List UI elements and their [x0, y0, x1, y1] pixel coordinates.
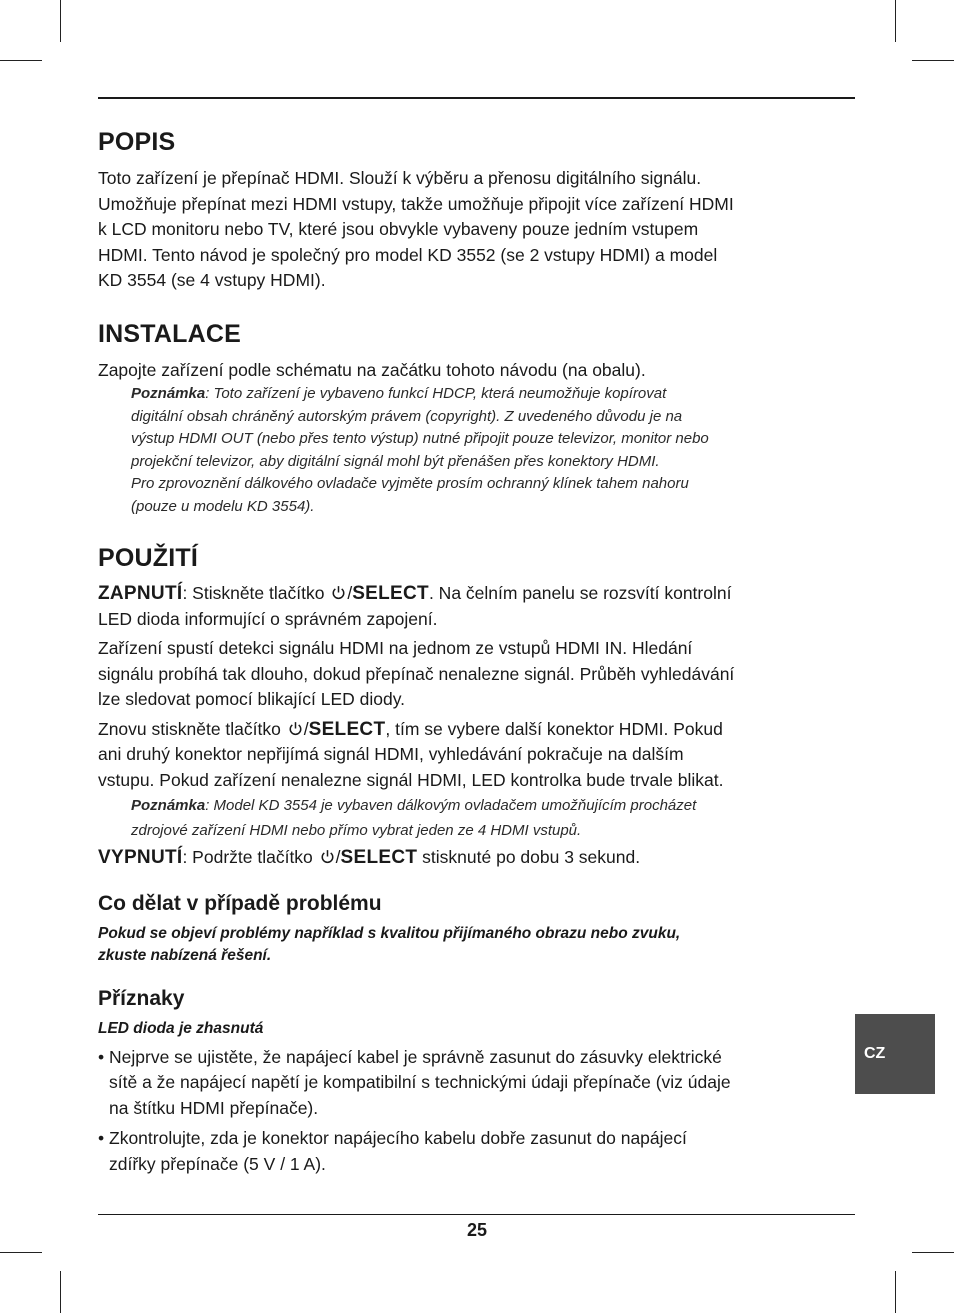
- text-line: signálu probíhá tak dlouho, dokud přepínač nenalezne signál. Průběh vyhledávání: [98, 663, 735, 684]
- popis-paragraph: [98, 166, 823, 294]
- vypnuti-label: VYPNUTÍ: [98, 847, 183, 868]
- crop-mark: [0, 60, 42, 61]
- section-heading-popis: POPIS: [98, 128, 176, 156]
- language-tab: CZ: [855, 1014, 935, 1094]
- select-label: SELECT: [340, 847, 418, 868]
- again-paragraph: [98, 717, 823, 794]
- crop-mark: [895, 1271, 896, 1313]
- crop-mark: [60, 0, 61, 42]
- pouziti-note: [131, 793, 823, 843]
- page-number: 25: [466, 1220, 488, 1240]
- text-line: Zařízení spustí detekci signálu HDMI na jednom ze vstupů HDMI IN. Hledání: [98, 638, 693, 658]
- list-item: [98, 1126, 823, 1177]
- text-line: vstupu. Pokud zařízení nenalezne signál HDMI, LED kontrolka bude trvale blikat.: [98, 769, 724, 790]
- crop-mark: [912, 60, 954, 61]
- section-heading-pouziti: POUŽITÍ: [98, 544, 199, 572]
- list-item: [98, 1045, 823, 1122]
- note-line: digitální obsah chráněný autorským právem (copyright). Z uvedeného důvodu je na: [131, 407, 683, 425]
- instalace-note: [131, 383, 823, 518]
- problemy-intro: [98, 923, 823, 967]
- note-line: projekční televizor, aby digitální signál mohl být přenášen přes konektory HDMI.: [131, 452, 660, 470]
- note-line: Poznámka: Model KD 3554 je vybaven dálkovým ovladačem umožňujícím procházet: [131, 797, 697, 814]
- top-rule: [98, 97, 855, 99]
- note-label: Poznámka: [131, 797, 206, 814]
- text-line: Umožňuje přepínat mezi HDMI vstupy, takže umožňuje připojit více zařízení HDMI: [98, 193, 734, 214]
- zapnuti-paragraph: [98, 581, 823, 632]
- text-line: Znovu stiskněte tlačítko /SELECT, tím se vybere další konektor HDMI. Pokud: [98, 718, 723, 740]
- crop-mark: [895, 0, 896, 42]
- text-line: zdířky přepínače (5 V / 1 A).: [109, 1153, 326, 1174]
- text-line: LED dioda informující o správném zapojení.: [98, 608, 438, 629]
- detect-paragraph: [98, 636, 823, 713]
- power-icon: [320, 849, 335, 864]
- power-icon: [288, 721, 303, 736]
- select-label: SELECT: [352, 583, 429, 604]
- text-line: ZAPNUTÍ: Stiskněte tlačítko /SELECT. Na čelním panelu se rozsvítí kontrolní: [98, 583, 732, 604]
- text-line: Zkontrolujte, zda je konektor napájecího kabelu dobře zasunut do napájecí: [109, 1128, 687, 1148]
- crop-mark: [60, 1271, 61, 1313]
- bottom-rule: [98, 1214, 855, 1215]
- subheading-priznaky: Příznaky: [98, 986, 185, 1010]
- note-line: zdrojové zařízení HDMI nebo přímo vybrat jeden ze 4 HDMI vstupů.: [131, 822, 582, 839]
- text-line: Pokud se objeví problémy například s kvalitou přijímaného obrazu nebo zvuku,: [98, 924, 681, 942]
- note-line: (pouze u modelu KD 3554).: [131, 497, 315, 515]
- crop-mark: [0, 1252, 42, 1253]
- page-content: [98, 128, 823, 1177]
- note-line: výstup HDMI OUT (nebo přes tento výstup) nutné připojit pouze televizor, monitor nebo: [131, 430, 709, 447]
- text-line: KD 3554 (se 4 vstupy HDMI).: [98, 270, 326, 290]
- zapnuti-label: ZAPNUTÍ: [98, 583, 183, 604]
- text-line: Nejprve se ujistěte, že napájecí kabel je správně zasunut do zásuvky elektrické: [109, 1046, 722, 1067]
- instalace-intro: Zapojte zařízení podle schématu na začátku tohoto návodu (na obalu).: [98, 359, 646, 380]
- symptom-title: LED dioda je zhasnutá: [98, 1019, 264, 1037]
- section-heading-instalace: INSTALACE: [98, 319, 241, 348]
- bullet-dot: •: [98, 1128, 105, 1148]
- bullet-dot: •: [98, 1046, 105, 1067]
- text-line: zkuste nabízená řešení.: [98, 946, 272, 964]
- power-icon: [331, 585, 346, 600]
- vypnuti-paragraph: VYPNUTÍ: Podržte tlačítko /SELECT stisknuté po dobu 3 sekund.: [98, 847, 641, 868]
- text-line: ani druhý konektor nepřijímá signál HDMI, vyhledávání pokračuje na dalším: [98, 744, 684, 764]
- select-label: SELECT: [308, 718, 386, 740]
- text-line: Toto zařízení je přepínač HDMI. Slouží k výběru a přenosu digitálního signálu.: [98, 168, 702, 188]
- text-line: lze sledovat pomocí blikající LED diody.: [98, 689, 406, 709]
- note-label: Poznámka: [131, 385, 206, 402]
- crop-mark: [912, 1252, 954, 1253]
- text-line: k LCD monitoru nebo TV, které jsou obvykle vybaveny pouze jedním vstupem: [98, 219, 699, 239]
- note-line: Pro zprovoznění dálkového ovladače vyjměte prosím ochranný klínek tahem nahoru: [131, 475, 689, 492]
- text-line: na štítku HDMI přepínače).: [109, 1097, 319, 1118]
- note-line: Poznámka: Toto zařízení je vybaveno funkcí HDCP, která neumožňuje kopírovat: [131, 385, 667, 402]
- section-heading-problemy: Co dělat v případě problému: [98, 891, 382, 915]
- text-line: HDMI. Tento návod je společný pro model KD 3552 (se 2 vstupy HDMI) a model: [98, 244, 718, 265]
- text-line: sítě a že napájecí napětí je kompatibilní s technickými údaji přepínače (viz údaje: [109, 1072, 731, 1092]
